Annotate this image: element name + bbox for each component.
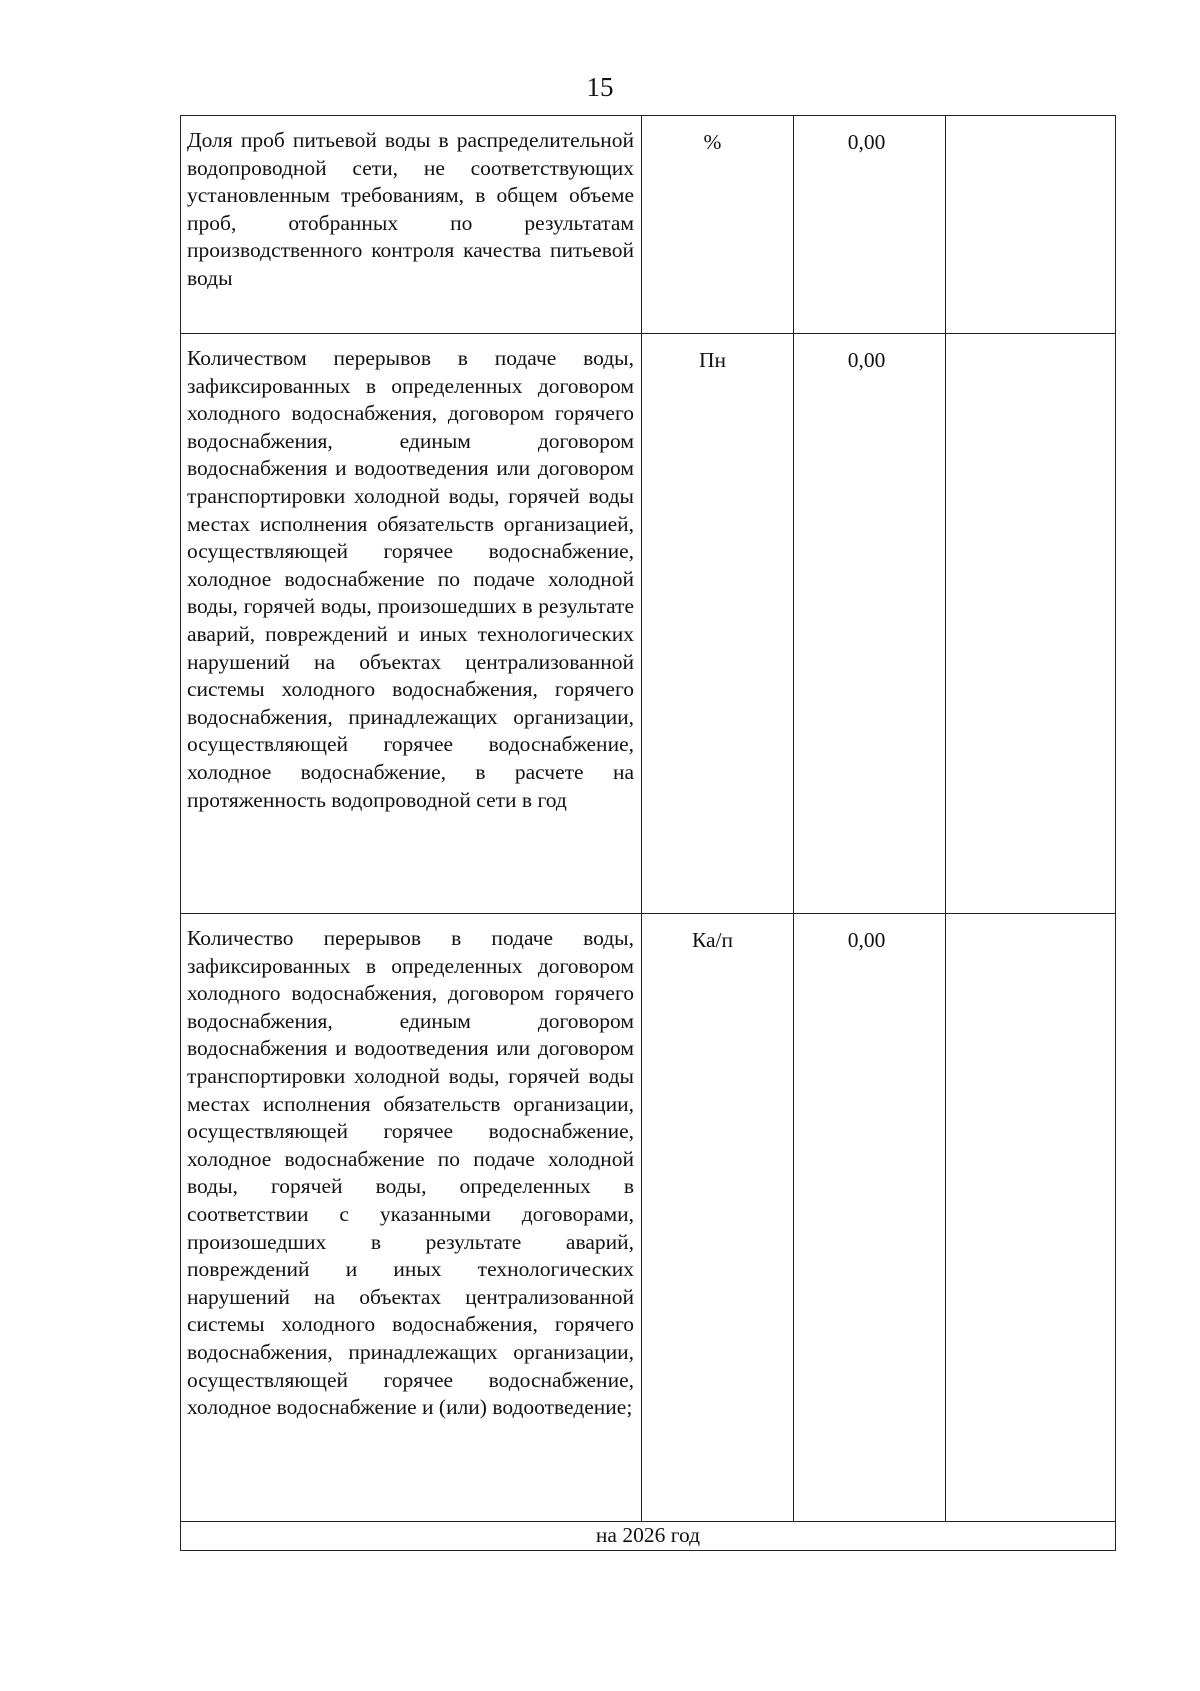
unit-cell	[642, 334, 794, 914]
table-row	[181, 334, 1116, 914]
page-number: 15	[586, 72, 614, 102]
unit-cell	[642, 116, 794, 334]
table-footer-row	[181, 1522, 1116, 1551]
value-cell	[794, 914, 946, 1522]
table-row	[181, 914, 1116, 1522]
empty-cell	[946, 334, 1116, 914]
indicator-unit: Пн	[698, 348, 727, 372]
description-cell	[181, 334, 642, 914]
indicator-unit: Ка/п	[691, 928, 734, 952]
empty-cell	[946, 914, 1116, 1522]
unit-cell	[642, 914, 794, 1522]
value-cell	[794, 334, 946, 914]
empty-cell	[946, 116, 1116, 334]
indicator-description: Количеством перерывов в подаче воды, зафиксированных в определенных договором холодного водоснабжения, договором горячего водоснабжения, единым договором водоснабжения и водоотведения или договором транспортировки холодной воды, горячей воды местах исполнения обязательств организацией, осуществляющей горячее водоснабжение, холодное водоснабжение по подаче холодной воды, горячей воды, произошедших в результате аварий, повреждений и иных технологических нарушений на объектах централизованной системы холодного водоснабжения, горячего водоснабжения, принадлежащих организации, осуществляющей горячее водоснабжение, холодное водоснабжение, в расчете на протяженность водопроводной сети в год	[187, 346, 634, 812]
table-row	[181, 116, 1116, 334]
indicator-value: 0,00	[847, 348, 886, 372]
indicator-value: 0,00	[847, 130, 886, 154]
indicator-value: 0,00	[847, 928, 886, 952]
indicator-description: Количество перерывов в подаче воды, зафиксированных в определенных договором холодного водоснабжения, договором горячего водоснабжения, единым договором водоснабжения и водоотведения или договором транспортировки холодной воды, горячей воды местах исполнения обязательств организации, осуществляющей горячее водоснабжение, холодное водоснабжение по подаче холодной воды, горячей воды, определенных в соответствии с указанными договорами, произошедших в результате аварий, повреждений и иных технологических нарушений на объектах централизованной системы холодного водоснабжения, горячего водоснабжения, принадлежащих организации, осуществляющей горячее водоснабжение, холодное водоснабжение и (или) водоотведение;	[187, 926, 634, 1420]
description-cell	[181, 116, 642, 334]
indicator-unit: %	[703, 130, 722, 154]
description-cell	[181, 914, 642, 1522]
year-footer: на 2026 год	[181, 1522, 1116, 1551]
indicator-description: Доля проб питьевой воды в распределительной водопроводной сети, не соответствующих установленным требованиям, в общем объеме проб, отобранных по результатам производственного контроля качества питьевой воды	[187, 128, 634, 290]
value-cell	[794, 116, 946, 334]
indicators-table	[180, 115, 1116, 1551]
